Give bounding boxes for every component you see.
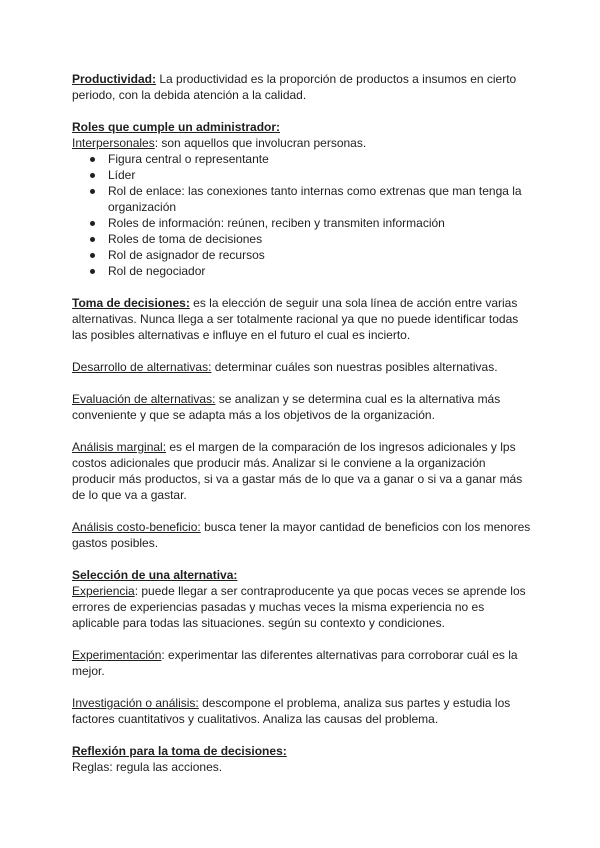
experimentacion-text: : experimentar las diferentes alternativas para corroborar cuál es la mejor.	[72, 648, 518, 678]
investigacion-text: descompone el problema, analiza sus partes y estudia los factores cuantitativos y cualitativos. Analiza las causas del problema.	[72, 696, 511, 726]
experimentacion-paragraph	[72, 647, 532, 679]
interpersonales-label: Interpersonales	[72, 136, 155, 150]
roles-heading: Roles que cumple un administrador:	[72, 120, 281, 134]
desarrollo-text: determinar cuáles son nuestras posibles alternativas.	[211, 360, 498, 374]
reflexion-text: Reglas: regula las acciones.	[72, 760, 223, 774]
toma-label: Toma de decisiones:	[72, 296, 190, 310]
evaluacion-label: Evaluación de alternativas:	[72, 392, 216, 406]
marginal-paragraph	[72, 439, 532, 503]
seleccion-heading: Selección de una alternativa:	[72, 568, 238, 582]
desarrollo-paragraph	[72, 359, 532, 375]
evaluacion-paragraph	[72, 391, 532, 423]
list-item: Figura central o representante	[72, 151, 532, 167]
desarrollo-label: Desarrollo de alternativas:	[72, 360, 212, 374]
toma-text: es la elección de seguir una sola línea de acción entre varias alternativas. Nunca llega a ser totalmente racional ya que no puede identificar todas las posibles alternativas e influye en el futuro el cual es incierto.	[72, 296, 519, 342]
list-item: Roles de información: reúnen, reciben y transmiten información	[72, 215, 532, 231]
experiencia-paragraph	[72, 583, 532, 631]
interpersonales-text: : son aquellos que involucran personas.	[154, 136, 367, 150]
list-item: Rol de asignador de recursos	[72, 247, 532, 263]
document-page	[72, 71, 532, 775]
evaluacion-text: se analizan y se determina cual es la alternativa más conveniente y que se adapta más a los objetivos de la organización.	[72, 392, 501, 422]
experiencia-label: Experiencia	[72, 584, 135, 598]
costo-label: Análisis costo-beneficio:	[72, 520, 201, 534]
roles-list	[72, 151, 532, 279]
experimentacion-label: Experimentación	[72, 648, 162, 662]
interpersonales-paragraph	[72, 135, 532, 151]
productividad-paragraph	[72, 71, 532, 103]
reflexion-heading: Reflexión para la toma de decisiones:	[72, 744, 287, 758]
list-item: Líder	[72, 167, 532, 183]
list-item: Roles de toma de decisiones	[72, 231, 532, 247]
toma-paragraph	[72, 295, 532, 343]
marginal-text: es el margen de la comparación de los ingresos adicionales y lps costos adicionales que producir más. Analizar si le conviene a la organización producir más productos, si va a gastar más de lo que va a ganar o si va a ganar más de lo que va a gastar.	[72, 440, 523, 502]
productividad-label: Productividad:	[72, 72, 157, 86]
investigacion-paragraph	[72, 695, 532, 727]
costo-text: busca tener la mayor cantidad de beneficios con los menores gastos posibles.	[72, 520, 531, 550]
costo-paragraph	[72, 519, 532, 551]
list-item: Rol de enlace: las conexiones tanto internas como extrenas que man tenga la organización	[72, 183, 532, 215]
list-item: Rol de negociador	[72, 263, 532, 279]
investigacion-label: Investigación o análisis:	[72, 696, 199, 710]
experiencia-text: : puede llegar a ser contraproducente ya que pocas veces se aprende los errores de experiencias pasadas y muchas veces la misma experiencia no es aplicable para todas las situaciones. según su contexto y condiciones.	[72, 584, 526, 630]
productividad-text: La productividad es la proporción de productos a insumos en cierto periodo, con la debida atención a la calidad.	[72, 72, 517, 102]
marginal-label: Análisis marginal:	[72, 440, 167, 454]
